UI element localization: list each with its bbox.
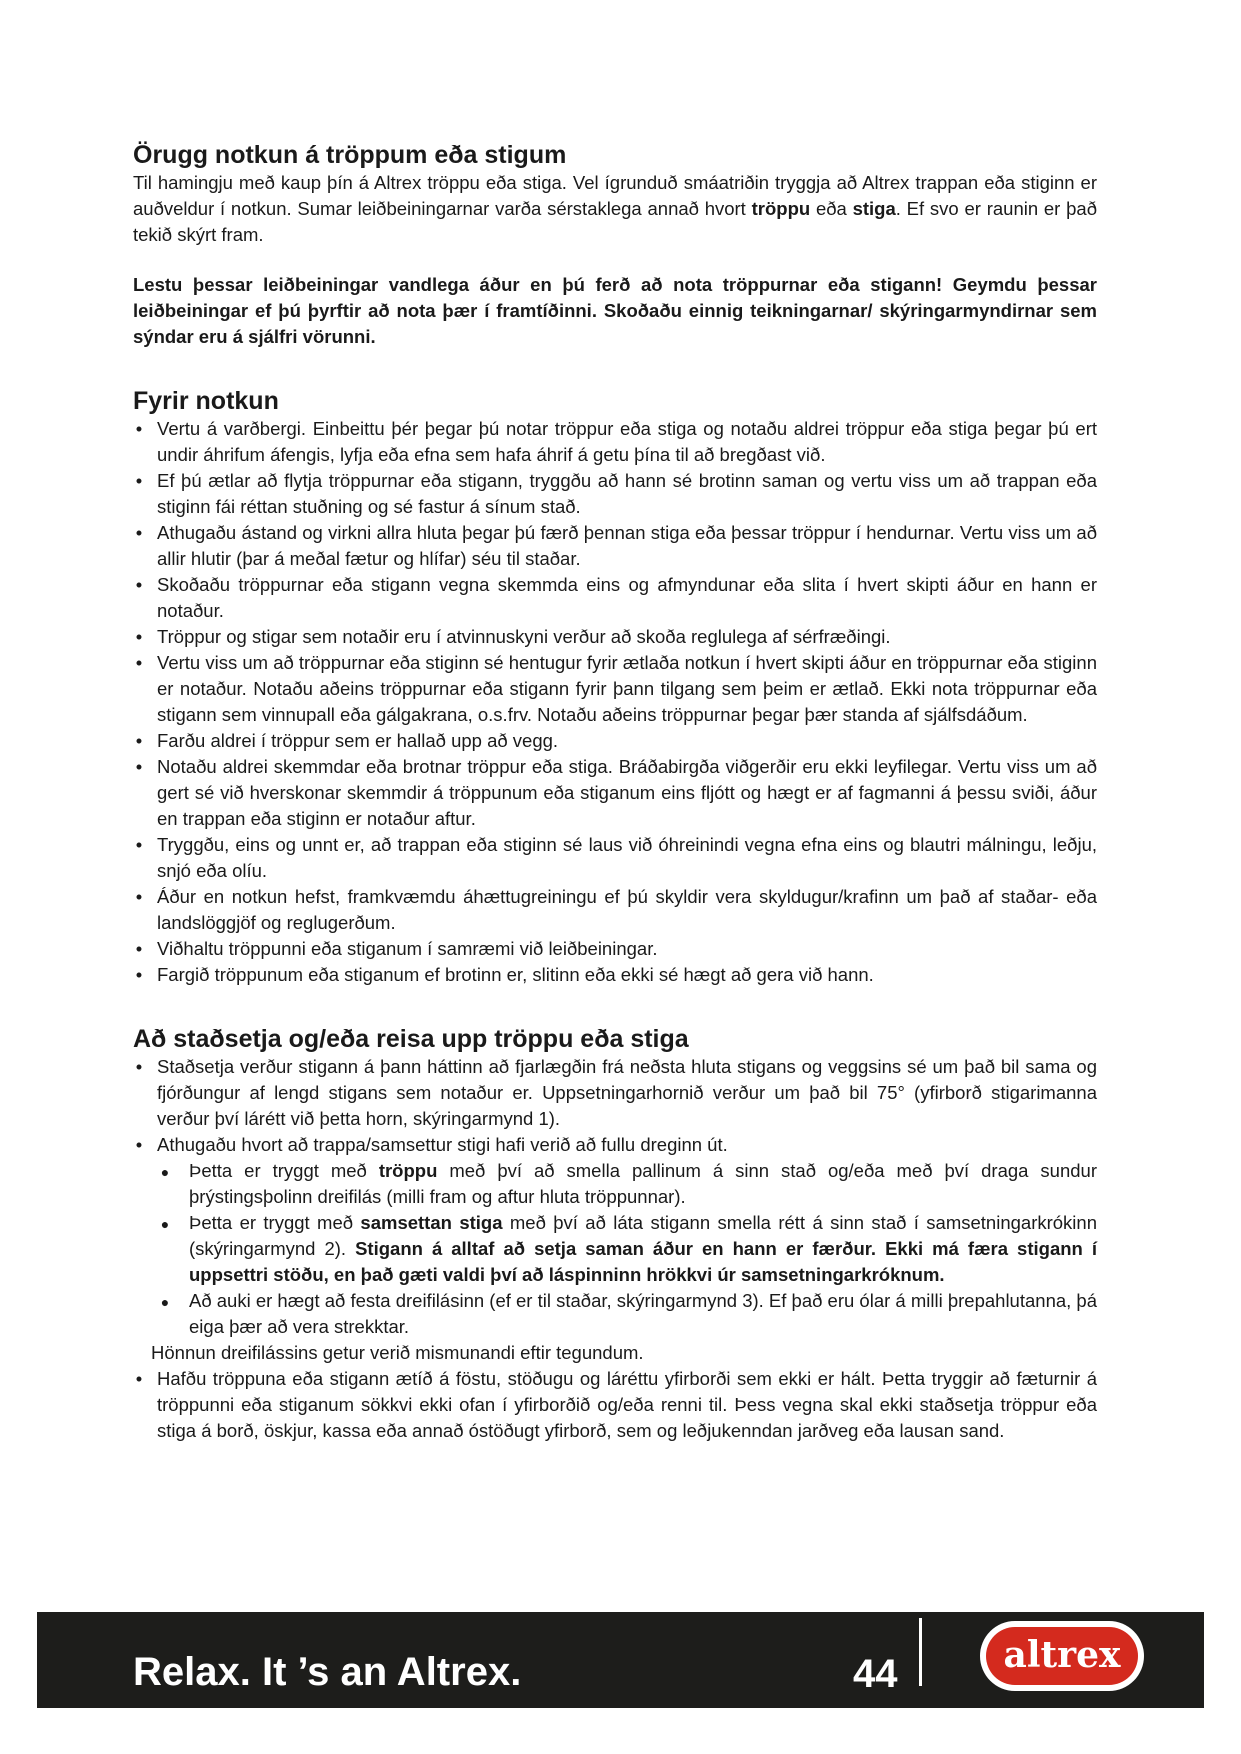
section-title-setup: Að staðsetja og/eða reisa upp tröppu eða stiga	[133, 1025, 689, 1053]
list-item: • Skoðaðu tröppurnar eða stigann vegna skemmda eins og afmyndunar eða slita í hvert skipti áður en hann er notaður.	[135, 574, 1097, 621]
sub-list-item: ● Þetta er tryggt með tröppu með því að smella pallinum á sinn stað og/eða með því draga sundur þrýstingsþolinn dreifilás (milli fram og aftur hluta tröppunnar).	[160, 1160, 1097, 1207]
page-number: 44	[853, 1652, 898, 1696]
page-content	[133, 140, 1097, 1444]
before-use-list	[133, 416, 1097, 988]
list-item: • Staðsetja verður stigann á þann háttinn að fjarlægðin frá neðsta hluta stigans og veggsins sé um það bil sama og fjórðungur af lengd stigans sem notaður er. Uppsetningarhornið verður um það bil 75° (yfirborð stigarimanna verður því lárétt við þetta horn, skýringarmynd 1).	[135, 1056, 1097, 1129]
footer-bar	[37, 1612, 1204, 1708]
list-item: • Athugaðu ástand og virkni allra hluta þegar þú færð þennan stiga eða þessar tröppur í hendurnar. Vertu viss um að allir hlutir (þar á meðal fætur og hlífar) séu til staðar.	[135, 522, 1097, 569]
section-title-before-use: Fyrir notkun	[133, 387, 279, 415]
footer-divider	[919, 1618, 922, 1686]
warning-paragraph: Lestu þessar leiðbeiningar vandlega áður en þú ferð að nota tröppurnar eða stigann! Geymdu þessar leiðbeiningar ef þú þyrftir að nota þær í framtíðinni. Skoðaðu einnig teikningarnar/ skýringarmyndirnar sem sýndar eru á sjálfri vörunni.	[133, 274, 1097, 347]
list-item: • Ef þú ætlar að flytja tröppurnar eða stigann, tryggðu að hann sé brotinn saman og vertu viss um að trappan eða stiginn fái réttan stuðning og sé fastur á sínum stað.	[135, 470, 1097, 517]
list-item: • Tryggðu, eins og unnt er, að trappan eða stiginn sé laus við óhreinindi vegna efna eins og blautri málningu, leðju, snjó eða olíu.	[135, 834, 1097, 881]
list-item: • Notaðu aldrei skemmdar eða brotnar tröppur eða stiga. Bráðabirgða viðgerðir eru ekki leyfilegar. Vertu viss um að gert sé við hverskonar skemmdir á tröppunum eða stiganum eins fljótt og hægt er af fagmanni á þessu sviði, áður en trappan eða stiginn er notaður aftur.	[135, 756, 1097, 829]
list-item: • Fargið tröppunum eða stiganum ef brotinn er, slitinn eða ekki sé hægt að gera við hann.	[135, 964, 874, 985]
setup-list	[133, 1054, 1097, 1340]
sub-list-item: ● Að auki er hægt að festa dreifilásinn (ef er til staðar, skýringarmynd 3). Ef það eru ólar á milli þrepahlutanna, þá eiga þær að vera strekktar.	[160, 1290, 1097, 1337]
setup-list-continued	[133, 1366, 1097, 1444]
section-title-safe-use: Örugg notkun á tröppum eða stigum	[133, 141, 567, 169]
list-item: • Farðu aldrei í tröppur sem er hallað upp að vegg.	[135, 730, 559, 751]
list-item: • Áður en notkun hefst, framkvæmdu áhættugreiningu ef þú skyldir vera skyldugur/krafinn um það af staðar- eða landslöggjöf og reglugerðum.	[135, 886, 1097, 933]
footer-slogan: Relax. It ’s an Altrex.	[133, 1650, 522, 1694]
list-item: • Tröppur og stigar sem notaðir eru í atvinnuskyni verður að skoða reglulega af sérfræðingi.	[135, 626, 891, 647]
logo-text: altrex	[1003, 1634, 1121, 1676]
list-item: • Viðhaltu tröppunni eða stiganum í samræmi við leiðbeiningar.	[135, 938, 658, 959]
list-item: • Hafðu tröppuna eða stigann ætíð á föstu, stöðugu og láréttu yfirborði sem ekki er hált. Þetta tryggir að fæturnir á tröppunni eða stiganum sökkvi ekki ofan í yfirborðið og/eða renni til. Þess vegna skal ekki staðsetja tröppur eða stiga á borð, öskjur, kassa eða annað óstöðugt yfirborð, sem og leðjukenndan jarðveg eða lausan sand.	[135, 1368, 1097, 1441]
intro-paragraph: Til hamingju með kaup þín á Altrex tröppu eða stiga. Vel ígrunduð smáatriðin tryggja að Altrex trappan eða stiginn er auðveldur í notkun. Sumar leiðbeiningarnar varða sérstaklega annað hvort tröppu eða stiga. Ef svo er raunin er það tekið skýrt fram.	[133, 172, 1097, 245]
list-item: • Vertu á varðbergi. Einbeittu þér þegar þú notar tröppur eða stiga og notaðu aldrei tröppur eða stiga þegar þú ert undir áhrifum áfengis, lyfja eða efna sem hafa áhrif á getu þína til að bregðast við.	[135, 418, 1097, 465]
altrex-logo	[977, 1618, 1147, 1694]
list-item: • Vertu viss um að tröppurnar eða stiginn sé hentugur fyrir ætlaða notkun í hvert skipti áður en tröppurnar eða stiginn er notaður. Notaðu aðeins tröppurnar eða stigann fyrir þann tilgang sem þeim er ætlað. Ekki nota tröppurnar eða stigann sem vinnupall eða gálgakrana, o.s.frv. Notaðu aðeins tröppurnar þegar þær standa af sjálfsdáðum.	[135, 652, 1097, 725]
design-note: Hönnun dreifilássins getur verið mismunandi eftir tegundum.	[151, 1342, 644, 1363]
list-item: • Athugaðu hvort að trappa/samsettur stigi hafi verið að fullu dreginn út.	[135, 1134, 728, 1155]
sub-list-item: ● Þetta er tryggt með samsettan stiga með því að láta stigann smella rétt á sinn stað í samsetningarkrókinn (skýringarmynd 2). Stigann á alltaf að setja saman áður en hann er færður. Ekki má færa stigann í uppsettri stöðu, en það gæti valdi því að láspinninn hrökkvi úr samsetningarkróknum.	[160, 1212, 1097, 1285]
